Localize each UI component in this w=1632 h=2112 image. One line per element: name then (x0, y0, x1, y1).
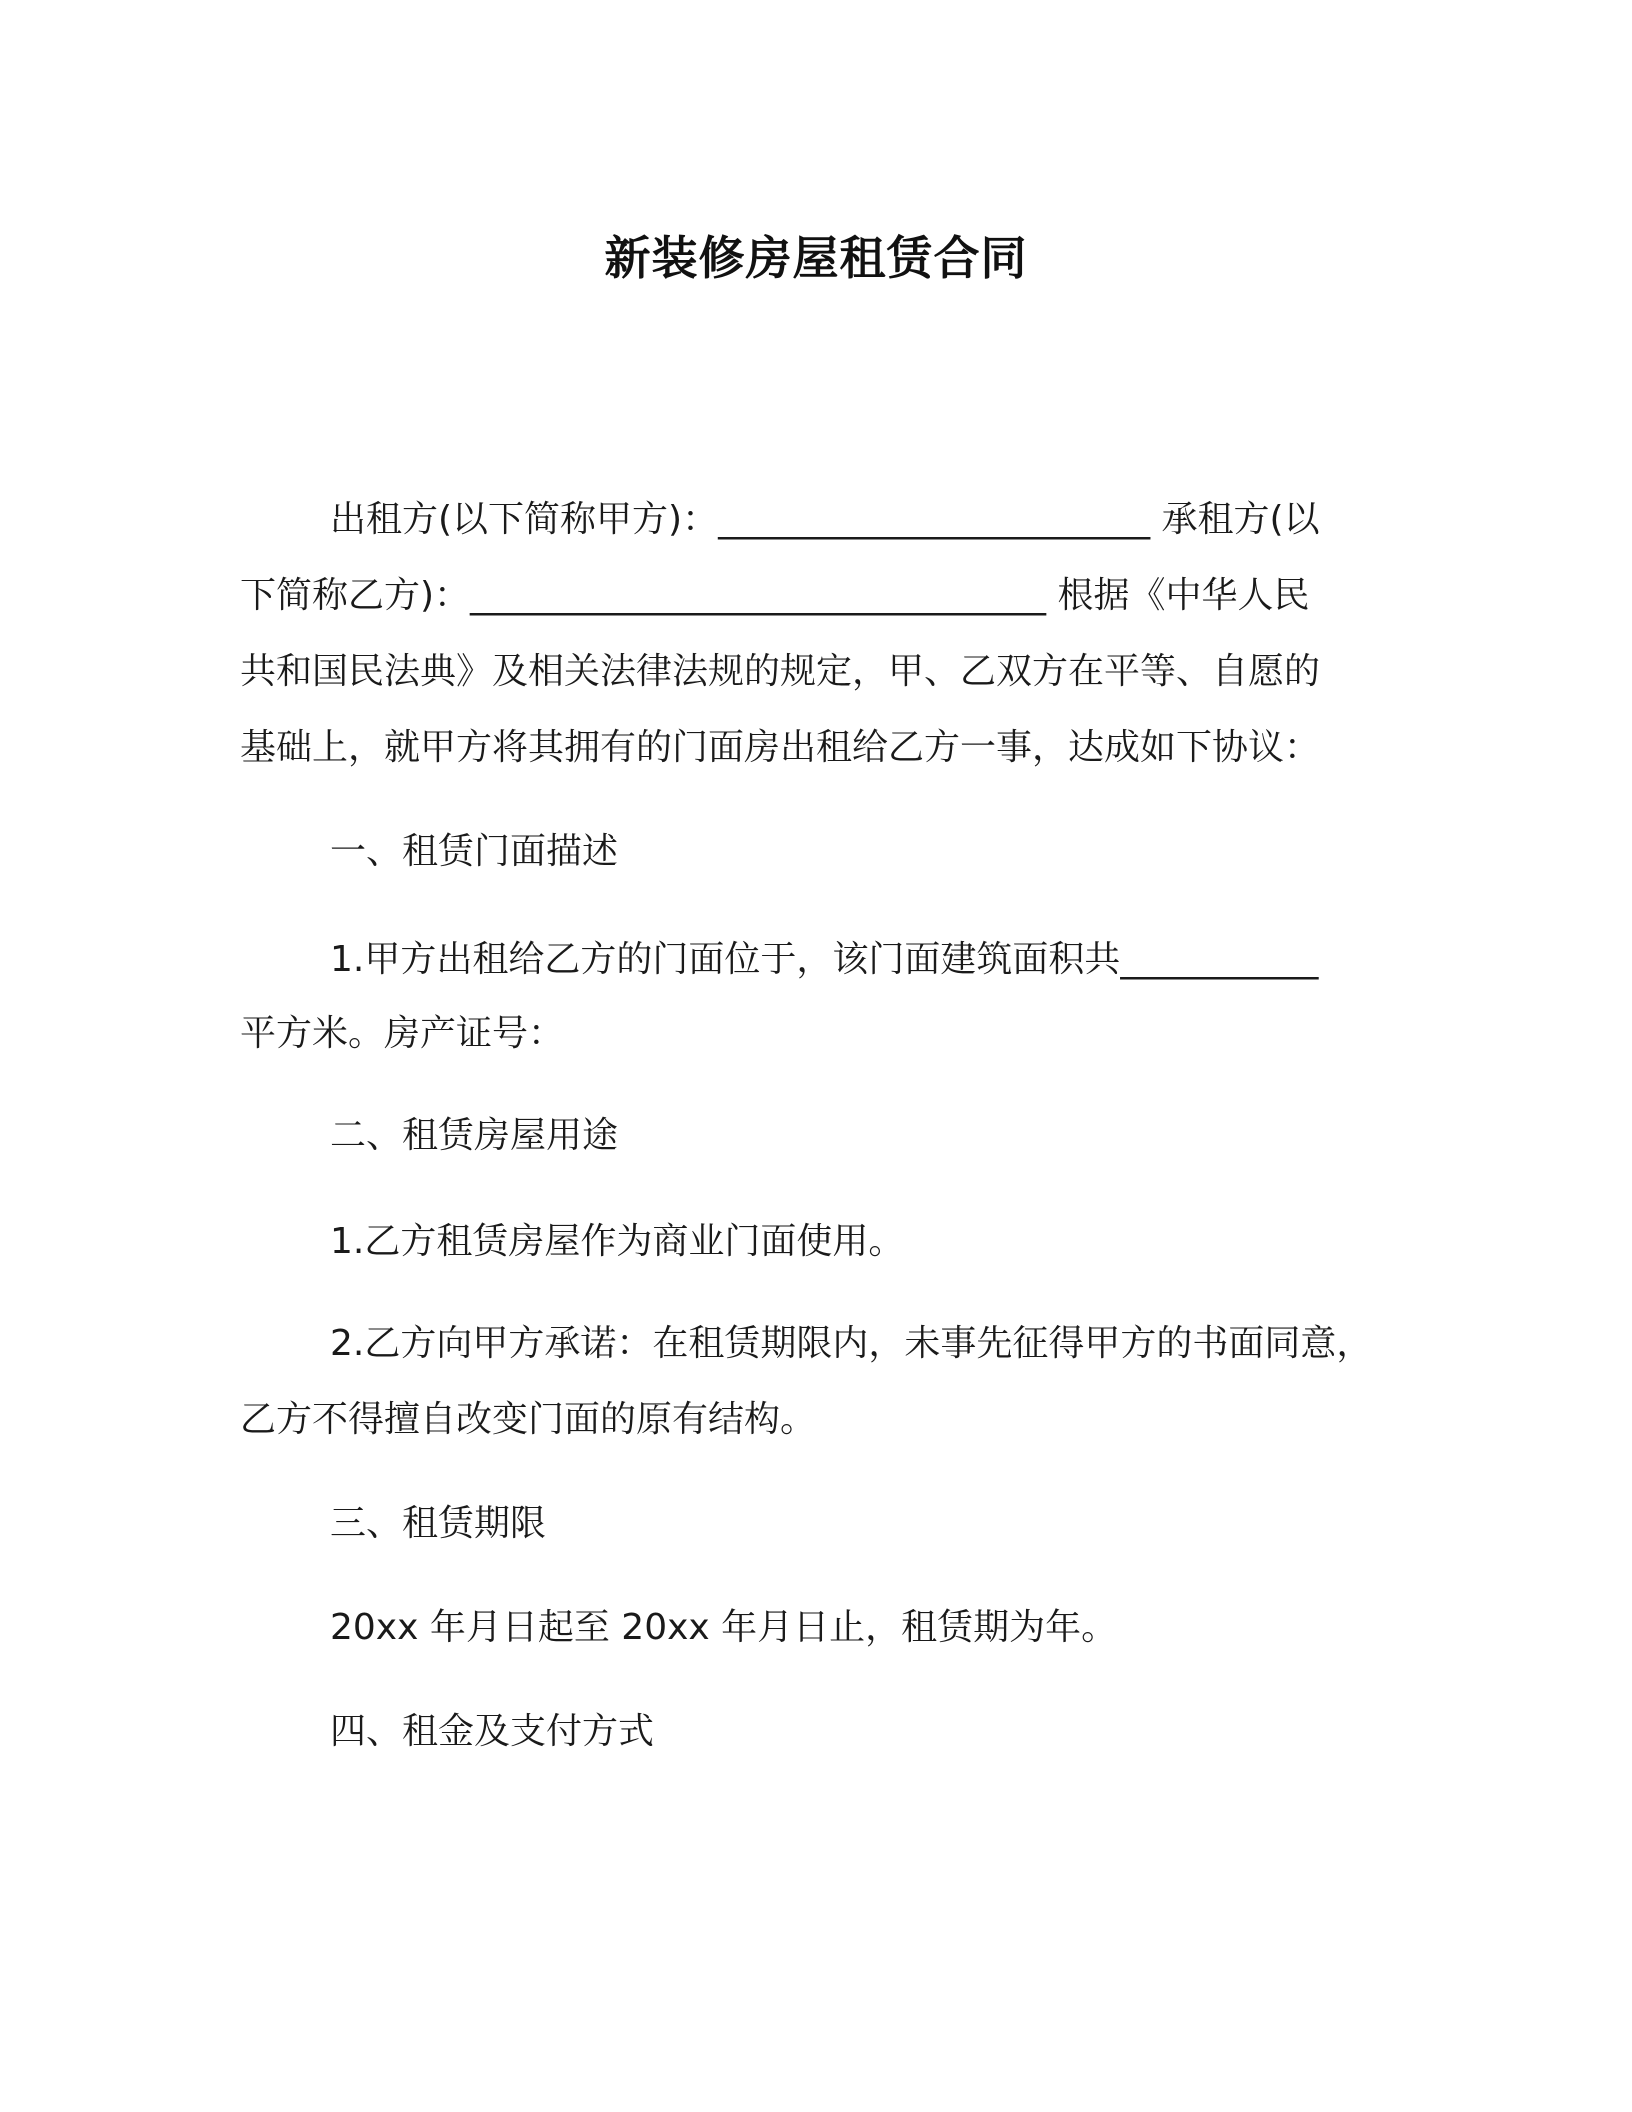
section-heading-1: 一、租赁门面描述 (330, 831, 619, 872)
section2-item2-line1: 2.乙方向甲方承诺：在租赁期限内，未事先征得甲方的书面同意， (330, 1323, 1373, 1364)
section2-item2-line2: 乙方不得擅自改变门面的原有结构。 (240, 1399, 817, 1440)
section2-item1: 1.乙方租赁房屋作为商业门面使用。 (330, 1221, 905, 1262)
intro-line-1: 出租方(以下简称甲方)：________________________ 承租方(以 (330, 499, 1320, 540)
section-heading-3: 三、租赁期限 (330, 1503, 547, 1544)
intro-line-2: 下简称乙方)：________________________________ 根据《中华人民 (240, 575, 1310, 616)
section-heading-4: 四、租金及支付方式 (330, 1711, 655, 1752)
section-heading-2: 二、租赁房屋用途 (330, 1115, 619, 1156)
section3-text: 20xx 年月日起至 20xx 年月日止，租赁期为年。 (330, 1607, 1118, 1648)
section1-item1-line2: 平方米。房产证号： (240, 1013, 565, 1054)
intro-line-3: 共和国民法典》及相关法律法规的规定，甲、乙双方在平等、自愿的 (240, 651, 1321, 692)
page-title: 新装修房屋租赁合同 (604, 231, 1028, 285)
section1-item1-line1: 1.甲方出租给乙方的门面位于，该门面建筑面积共___________ (330, 939, 1319, 980)
intro-line-4: 基础上，就甲方将其拥有的门面房出租给乙方一事，达成如下协议： (240, 727, 1321, 768)
